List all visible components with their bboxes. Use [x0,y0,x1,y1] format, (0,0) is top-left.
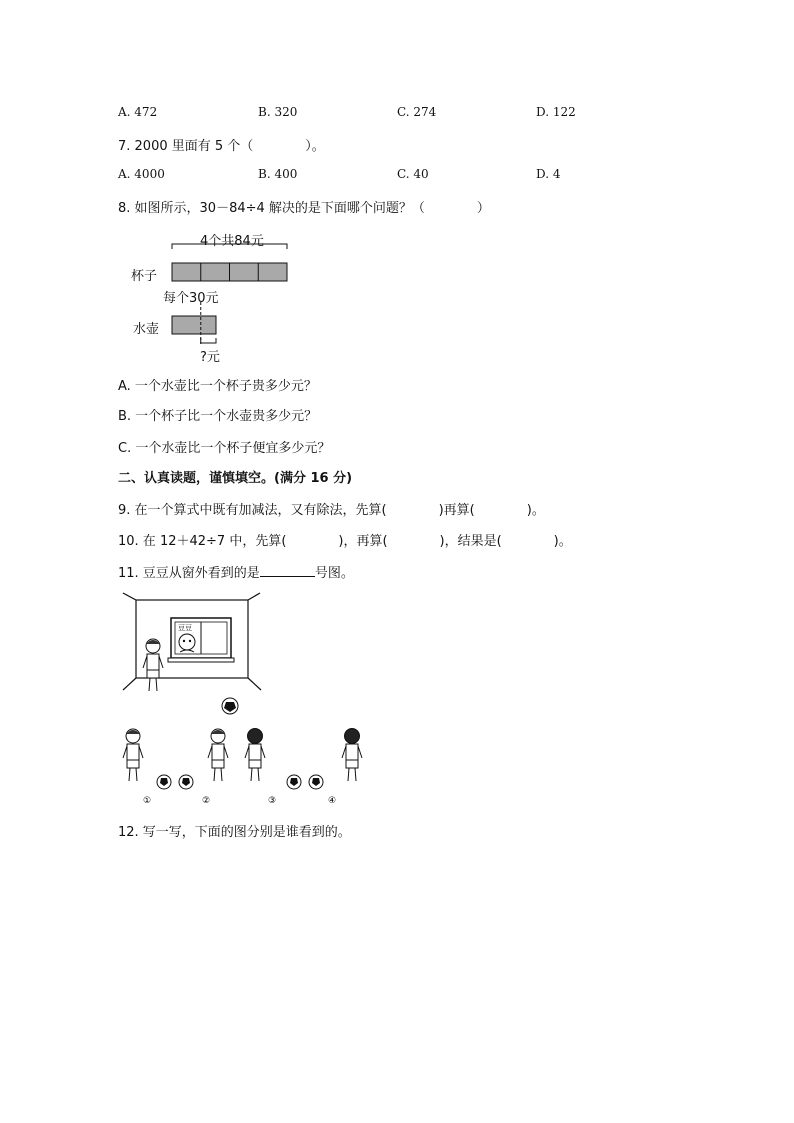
boy-in-room [143,639,163,691]
doudou-face [179,634,195,650]
window-label: 豆豆 [178,624,192,632]
q6-option-a: A. 472 [118,105,158,119]
q12-text: 12. 写一写，下面的图分别是谁看到的。 [118,825,351,840]
q6-option-d: D. 122 [536,105,576,119]
q7-option-c: C. 40 [397,167,429,181]
q8-option-c: C. 一个水壶比一个杯子便宜多少元？ [118,441,331,456]
q6-option-b: B. 320 [258,105,298,119]
choice-label-2: ② [202,796,211,806]
q8-option-b: B. 一个杯子比一个水壶贵多少元？ [118,409,318,424]
diagram-question-label: ?元 [200,350,220,365]
q10-text: 10. 在 12＋42÷7 中，先算( )，再算( )，结果是( )。 [118,534,572,549]
q7-option-d: D. 4 [536,167,561,181]
q7-option-b: B. 400 [258,167,298,181]
choice-label-3: ③ [268,796,277,806]
choice-3-boy-back [245,729,265,782]
q11-answer-blank [260,564,315,577]
window [168,618,234,662]
difference-brace [201,338,216,343]
diagram-kettle-label: 水壶 [133,322,160,337]
q8-option-a: A. 一个水壶比一个杯子贵多少元？ [118,379,317,394]
diagram-cup-label: 杯子 [131,269,158,284]
choice-label-1: ① [143,796,152,806]
q6-option-c: C. 274 [397,105,437,119]
kettle-bar [172,316,216,334]
diagram-total-label: 4个共84元 [200,234,264,249]
choice-1-boy [123,729,143,781]
total-brace [172,244,287,249]
segment-diagram [160,240,300,365]
choice-4-boy-back [342,729,362,782]
q7-stem: 7. 2000 里面有 5 个（ ）。 [118,139,325,154]
q7-option-a: A. 4000 [118,167,165,181]
section-2-title: 二、认真读题，谨慎填空。(满分 16 分) [118,471,353,486]
q8-stem: 8. 如图所示，30－84÷4 解决的是下面哪个问题？（ ） [118,201,490,216]
q11-stem [118,562,354,581]
q11-prefix: 11. 豆豆从窗外看到的是 [118,566,260,581]
q9-text: 9. 在一个算式中既有加减法，又有除法，先算( )再算( )。 [118,503,545,518]
q11-illustration [118,588,378,808]
choice-label-4: ④ [328,796,337,806]
diagram-per-label: 每个30元 [163,291,219,306]
q11-suffix: 号图。 [314,566,354,581]
choice-2-boy [208,729,228,781]
